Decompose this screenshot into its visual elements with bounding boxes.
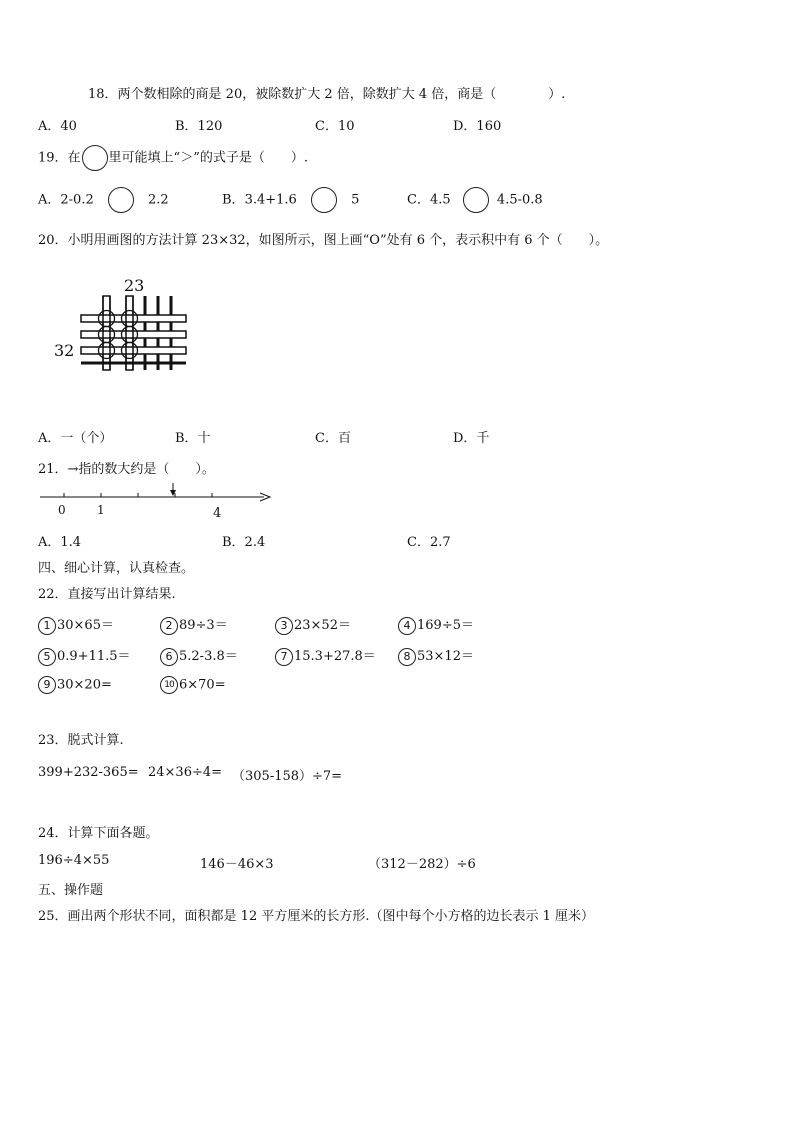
expression: 0.9+11.5＝ <box>57 649 131 664</box>
expression: 15.3+27.8＝ <box>294 649 376 664</box>
q19-stem-post: 里可能填上“＞”的式子是（ ）. <box>108 150 308 166</box>
circled-number-icon: 1 <box>38 617 56 635</box>
option-label: C． <box>407 192 430 208</box>
q23-stem: 23．脱式计算. <box>38 733 124 748</box>
option-right: 2.2 <box>148 192 169 208</box>
expression: 5.2-3.8＝ <box>179 649 238 664</box>
q22-item <box>398 614 474 635</box>
circled-number-icon: 9 <box>38 676 56 694</box>
q24-stem: 24．计算下面各题。 <box>38 826 159 841</box>
q24-item: 196÷4×55 <box>38 853 110 868</box>
q22-item <box>160 645 238 666</box>
q22-item <box>275 645 376 666</box>
expression: 23×52＝ <box>294 618 351 633</box>
q24-item: （312－282）÷6 <box>368 857 476 872</box>
q19-option-a[interactable] <box>38 187 169 213</box>
q18-option-d[interactable]: D．160 <box>453 119 502 134</box>
number-line <box>36 482 276 520</box>
expression: 30×20= <box>57 677 112 693</box>
blank-circle-icon <box>311 187 337 213</box>
circled-number-icon: 8 <box>398 648 416 666</box>
q20-option-a[interactable]: A．一（个） <box>38 431 113 446</box>
option-left: 2-0.2 <box>60 192 94 208</box>
q19-stem-pre: 19．在 <box>38 150 81 166</box>
circled-number-icon: 6 <box>160 648 178 666</box>
tick-label-1: 1 <box>97 503 105 517</box>
q19-stem <box>38 145 308 171</box>
q18-option-a[interactable]: A．40 <box>38 119 77 134</box>
circled-number-icon: 10 <box>160 676 178 694</box>
circled-number-icon: 4 <box>398 617 416 635</box>
q23-item: 24×36÷4= <box>148 765 223 780</box>
tick-label-0: 0 <box>58 503 66 517</box>
circled-number-icon: 3 <box>275 617 293 635</box>
figure-top-label: 23 <box>124 276 145 295</box>
q23-item: （305-158）÷7= <box>232 769 343 784</box>
section-4-heading: 四、细心计算，认真检查。 <box>38 561 195 576</box>
q20-stem: 20．小明用画图的方法计算 23×32，如图所示，图上画“O”处有 6 个，表示积中有 6 个（ ）。 <box>38 233 609 248</box>
q22-item <box>398 645 474 666</box>
section-5-heading: 五、操作题 <box>38 883 104 898</box>
q20-option-d[interactable]: D．千 <box>453 431 490 446</box>
option-right: 4.5-0.8 <box>496 192 543 208</box>
circled-number-icon: 7 <box>275 648 293 666</box>
q23-item: 399+232-365= <box>38 765 139 780</box>
q22-item <box>275 614 351 635</box>
q22-item <box>38 645 131 666</box>
expression: 89÷3＝ <box>179 618 228 633</box>
q18-option-b[interactable]: B．120 <box>175 119 223 134</box>
option-left: 3.4+1.6 <box>244 192 297 208</box>
tick-label-4: 4 <box>213 506 222 520</box>
q20-option-c[interactable]: C．百 <box>315 431 351 446</box>
q24-item: 146－46×3 <box>200 857 274 872</box>
q20-option-b[interactable]: B．十 <box>175 431 211 446</box>
expression: 30×65＝ <box>57 618 114 633</box>
figure-left-label: 32 <box>54 341 75 360</box>
option-label: A． <box>38 192 61 208</box>
q22-item <box>38 676 112 694</box>
q22-item <box>160 676 226 694</box>
q19-option-c[interactable] <box>407 187 543 213</box>
expression: 169÷5＝ <box>417 618 474 633</box>
expression: 53×12＝ <box>417 649 474 664</box>
circled-number-icon: 5 <box>38 648 56 666</box>
circled-number-icon: 2 <box>160 617 178 635</box>
q25-stem: 25．画出两个形状不同，面积都是 12 平方厘米的长方形.（图中每个小方格的边长表示 1 厘米） <box>38 909 595 924</box>
q21-stem: 21．→指的数大约是（ ）。 <box>38 462 215 477</box>
q19-option-b[interactable] <box>222 187 359 213</box>
blank-circle-icon <box>463 187 489 213</box>
q18-stem: 18．两个数相除的商是 20，被除数扩大 2 倍，除数扩大 4 倍，商是（ ）. <box>88 87 566 102</box>
q22-item <box>38 614 114 635</box>
multiplication-line-figure <box>50 272 200 377</box>
q22-stem: 22．直接写出计算结果. <box>38 587 176 602</box>
expression: 6×70= <box>179 677 226 693</box>
q21-option-b[interactable]: B．2.4 <box>222 535 266 550</box>
q18-option-c[interactable]: C．10 <box>315 119 355 134</box>
q21-option-a[interactable]: A．1.4 <box>38 535 82 550</box>
q22-item <box>160 614 228 635</box>
blank-circle-icon <box>108 187 134 213</box>
option-left: 4.5 <box>429 192 451 208</box>
option-right: 5 <box>351 192 360 208</box>
option-label: B． <box>222 192 245 208</box>
blank-circle-icon <box>82 145 108 171</box>
q21-option-c[interactable]: C．2.7 <box>407 535 451 550</box>
